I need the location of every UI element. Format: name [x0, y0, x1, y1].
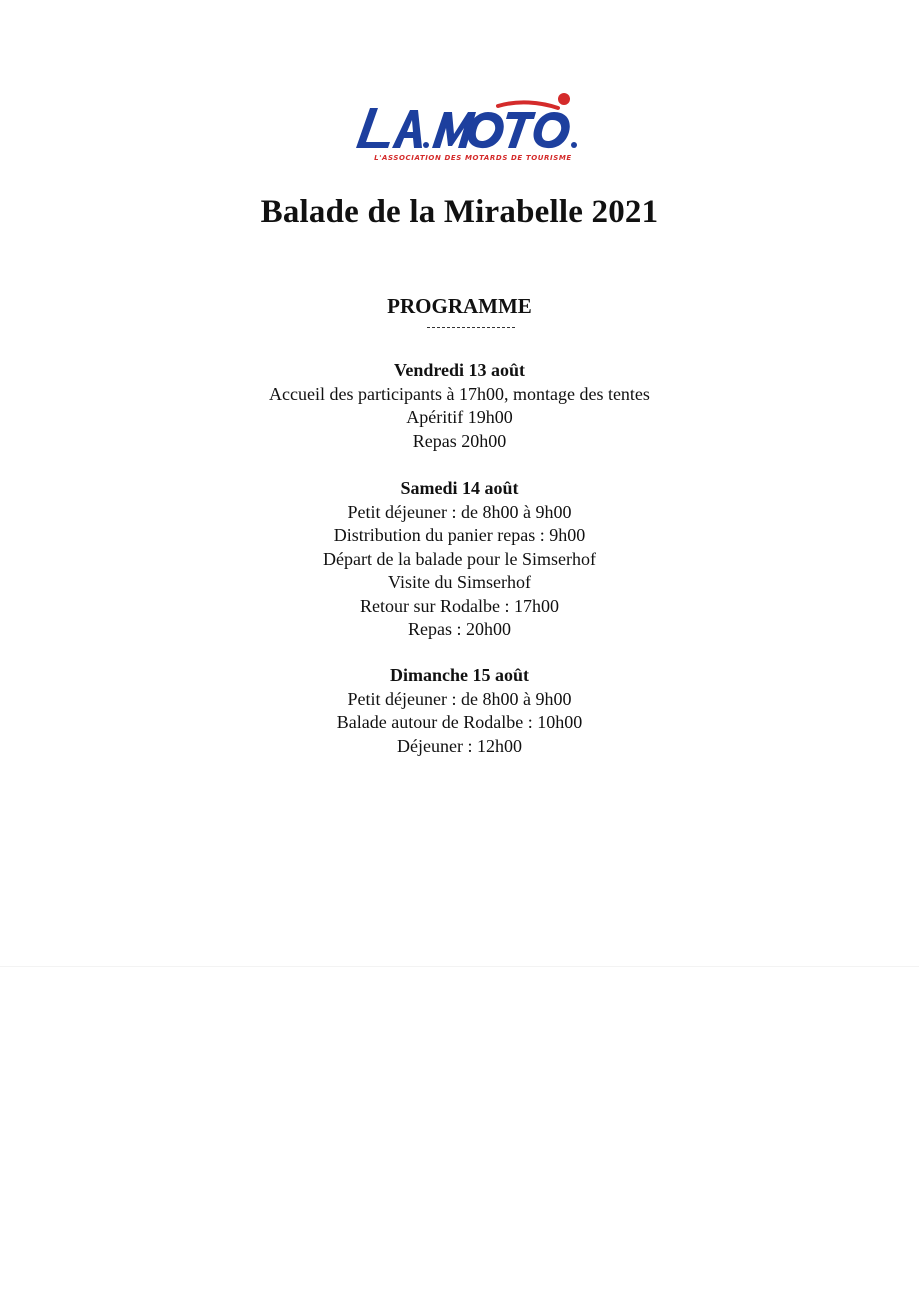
day-title: Vendredi 13 août	[393, 360, 526, 380]
schedule-item: Distribution du panier repas : 9h00	[333, 525, 586, 545]
schedule-item: Petit déjeuner : de 8h00 à 9h00	[347, 688, 572, 709]
schedule-item: Apéritif 19h00	[406, 407, 513, 427]
page-title: Balade de la Mirabelle 2021	[260, 194, 659, 230]
logo-tagline: L'ASSOCIATION DES MOTARDS DE TOURISME	[374, 154, 572, 162]
schedule-item: Visite du Simserhof	[388, 572, 531, 592]
schedule-item: Repas : 20h00	[408, 619, 511, 639]
schedule-item: Repas 20h00	[412, 430, 507, 451]
logo-wordmark	[356, 108, 577, 148]
logo-swoosh	[498, 102, 558, 108]
schedule-item: Accueil des participants à 17h00, montage des tentes	[269, 383, 650, 404]
logo-rider-head	[558, 93, 570, 105]
day-section-saturday	[0, 477, 919, 642]
day-title: Samedi 14 août	[400, 478, 519, 498]
association-logo	[348, 90, 598, 165]
schedule-item: Petit déjeuner : de 8h00 à 9h00	[347, 501, 572, 522]
scan-fold-line	[0, 966, 919, 967]
schedule-item: Balade autour de Rodalbe : 10h00	[336, 712, 583, 732]
la-moto-logo-graphic	[348, 90, 598, 165]
day-section-friday	[0, 359, 919, 453]
programme-heading: PROGRAMME	[387, 294, 532, 318]
day-title: Dimanche 15 août	[390, 665, 529, 685]
schedule-item: Retour sur Rodalbe : 17h00	[360, 595, 559, 616]
programme-divider	[427, 327, 515, 328]
schedule-item: Départ de la balade pour le Simserhof	[323, 548, 596, 569]
schedule-item: Déjeuner : 12h00	[397, 735, 522, 756]
day-section-sunday	[0, 664, 919, 758]
